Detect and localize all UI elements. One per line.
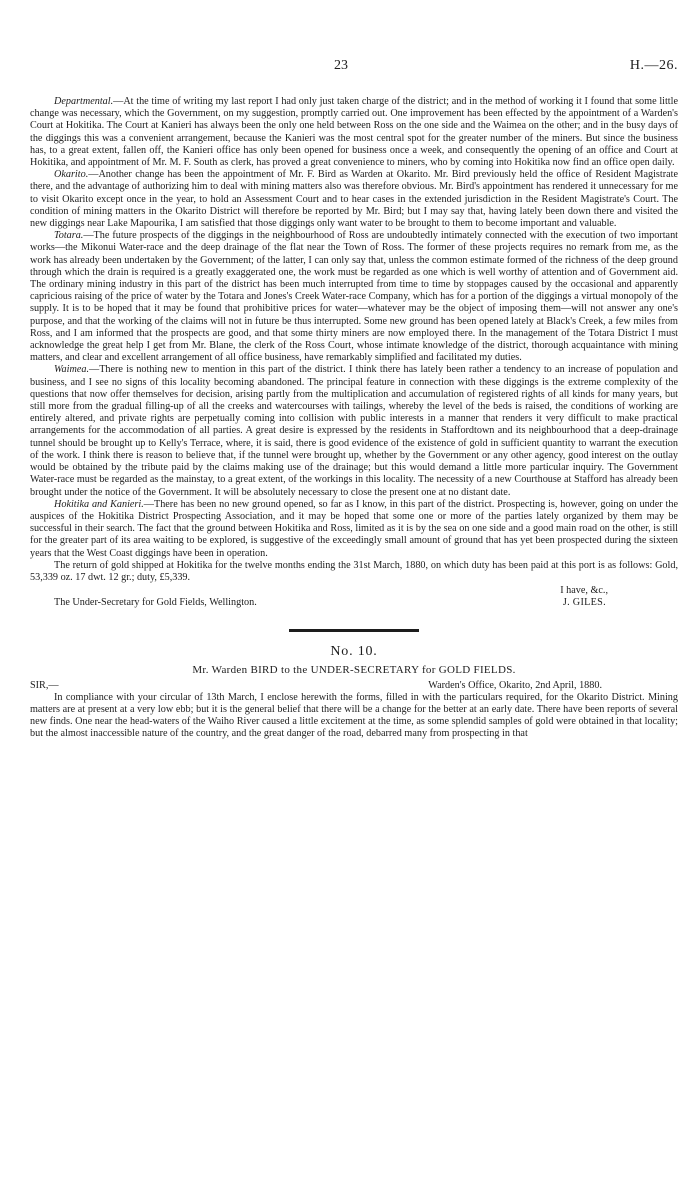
run-in-heading: Okarito. bbox=[54, 169, 89, 181]
signoff-block bbox=[30, 585, 678, 609]
paragraph-text: —At the time of writing my last report I had only just taken charge of the district; and in the method of working it I found that some little change was necessary, which the Government, on my suggestion, promptly carried out. One improvement has been effected by the appointment of a Warden's Court at Hokitika. The Court at Kanieri has always been the only one held between Ross on the one side and the Waimea on the other; and in the busy days of the diggings this was a convenient arrangement, because the Kanieri was the most central spot for the greater number of the miners. But since the business has, to a great extent, fallen off, the Kanieri office has only been opened for business once a week, and consequently the opening of an office and Court at Hokitika, and appointment of Mr. M. F. South as clerk, has proved a great convenience to miners, who by coming into Hokitika now find an office open daily. bbox=[30, 96, 678, 169]
salutation-line bbox=[30, 680, 678, 692]
paragraph-text: —Another change has been the appointment of Mr. F. Bird as Warden at Okarito. Mr. Bird previously held the office of Resident Magistrate there, and the advantage of authorizing him to deal with mining matters also was therefore obvious. Mr. Bird's appointment has rendered it unnecessary for me to visit Okarito except once in the year, to hold an Assessment Court and to hear cases in the extended jurisdiction in the Resident Magistrate's Court. The condition of mining matters in the Okarito District will therefore be reported by Mr. Bird; but I may say that, having lately been down there and visited the new diggings near Lake Mapourika, I am satisfied that those diggings only want water to be brought to them to become important and valuable. bbox=[30, 169, 678, 230]
paragraph-text: The return of gold shipped at Hokitika for the twelve months ending the 31st March, 1880, on which duty has been paid at this port is as follows: Gold, 53,339 oz. 17 dwt. 12 gr.; duty, £5,339. bbox=[30, 559, 678, 583]
paragraph-text: —There is nothing new to mention in this part of the district. I think there has lately been rather a tendency to an increase of population and business, and I see no signs of this locality becoming abandoned. The principal feature in connection with these diggings is the extreme complexity of the questions that now offer themselves for decision, arising partly from the multiplication and accumulation of registered rights of all kinds for many years, but still more from the gradual filling-up of all the creeks and watercourses with tailings, whereby the level of the beds is raised, the conditions of working are entirely altered, and private rights are perpetually coming into collision with public interests in a manner that renders it very difficult to make practical arrangements for the accommodation of all parties. A great desire is expressed by the residents in Staffordtown and its neighbourhood that a deep-drainage tunnel should be brought up to Kelly's Terrace, where, it is said, there is good evidence of the existence of gold in sufficient quantity to warrant the execution of the work. I think there is reason to believe that, if the tunnel were brought up, whether by the Government or any other agency, good interest on the outlay would be obtained by the tribute paid by the claims making use of the drainage; but this would demand a little more particular inquiry. The Government Water-race must be regarded as the mainstay, to a great extent, of the workings in this locality. The necessity of a new Courthouse at Stafford has already been brought under the notice of the Government. It will be absolutely necessary to close the present one at no distant date. bbox=[30, 364, 678, 498]
salutation: SIR,— bbox=[30, 679, 59, 691]
paragraph-text: —There has been no new ground opened, so far as I know, in this part of the district. Prospecting is, however, going on under the auspices of the Hokitika District Prospecting Association, and it may be hoped that some one or more of the parties lately organized by them may be successful in their search. The fact that the ground between Hokitika and Ross, limited as it is by the sea on one side and a good main road on the other, is still for the greater part of its area waiting to be explored, is suggestive of the exceedingly small amount of ground that has yet been prospected during the sixteen years that the West Coast diggings have been in operation. bbox=[30, 498, 679, 559]
paragraph-waimea bbox=[30, 364, 678, 498]
signature: J. GILES. bbox=[562, 597, 606, 609]
letter-number: No. 10. bbox=[330, 644, 378, 660]
section-divider bbox=[289, 629, 419, 632]
page-header bbox=[30, 60, 678, 76]
paragraph-departmental bbox=[30, 96, 678, 169]
document-reference: H.—26. bbox=[629, 58, 678, 73]
paragraph-hokitika-kanieri bbox=[30, 499, 678, 560]
report-body bbox=[30, 96, 678, 740]
paragraph-gold-return bbox=[30, 560, 678, 584]
paragraph-okarito bbox=[30, 169, 678, 230]
run-in-heading: Hokitika and Kanieri. bbox=[54, 498, 144, 510]
run-in-heading: Totara. bbox=[54, 230, 84, 242]
closing-line: I have, &c., bbox=[560, 585, 608, 597]
addressee: The Under-Secretary for Gold Fields, Wellington. bbox=[54, 597, 257, 609]
run-in-heading: Waimea. bbox=[54, 364, 89, 376]
run-in-heading: Departmental. bbox=[54, 96, 114, 107]
page-number: 23 bbox=[334, 58, 348, 73]
paragraph-text: —The future prospects of the diggings in the neighbourhood of Ross are undoubtedly intimately connected with the execution of two important works—the Mikonui Water-race and the deep drainage of the flat near the Town of Ross. The former of these projects requires no remark from me, as the work has already been undertaken by the Government; of the latter, I can only say that, unless the common estimate formed of the richness of the deep ground through which the drain is required is a greatly exaggerated one, the work must be regarded as one which is well worthy of attention and of Government aid. The ordinary mining industry in this part of the district has been much interrupted from time to time by stoppages caused by the occasional and apparently capricious raising of the price of water by the Totara and Jones's Creek Water-race Company, which has for a portion of the diggings a virtual monopoly of the supply. It is to be hoped that it may be found that prohibitive prices for water—whatever may be the object of imposing them—will not answer any one's purpose, and that the working of the claims will not in future be thus interrupted. Some new ground has been opened lately at Black's Creek, a few miles from Ross, and I am informed that the prospects are good, and that some thirty miners are now employed there. In the management of the Totara District I must acknowledge the great help I get from Mr. Blane, the clerk of the Ross Court, whose intimate knowledge of the district, thorough acquaintance with mining matters, and clear and excellent arrangement of all office business, have remarkably simplified and facilitated my duties. bbox=[30, 230, 678, 364]
letter-title: Mr. Warden BIRD to the UNDER-SECRETARY for GOLD FIELDS. bbox=[192, 664, 516, 677]
place-date: Warden's Office, Okarito, 2nd April, 1880. bbox=[428, 679, 602, 691]
letter-body: In compliance with your circular of 13th March, I enclose herewith the forms, filled in with the particulars required, for the Okarito District. Mining matters are at present at a very low ebb; but it is the general belief that there will be a change for the better at an early date. There have been reports of several new finds. One near the head-waters of the Waiho River caused a little excitement at the time, as some splendid samples of gold were obtained in that locality; but the almost inaccessible nature of the country, and the great danger of the road, debarred many from prospecting in that bbox=[30, 691, 678, 740]
paragraph-totara bbox=[30, 230, 678, 364]
